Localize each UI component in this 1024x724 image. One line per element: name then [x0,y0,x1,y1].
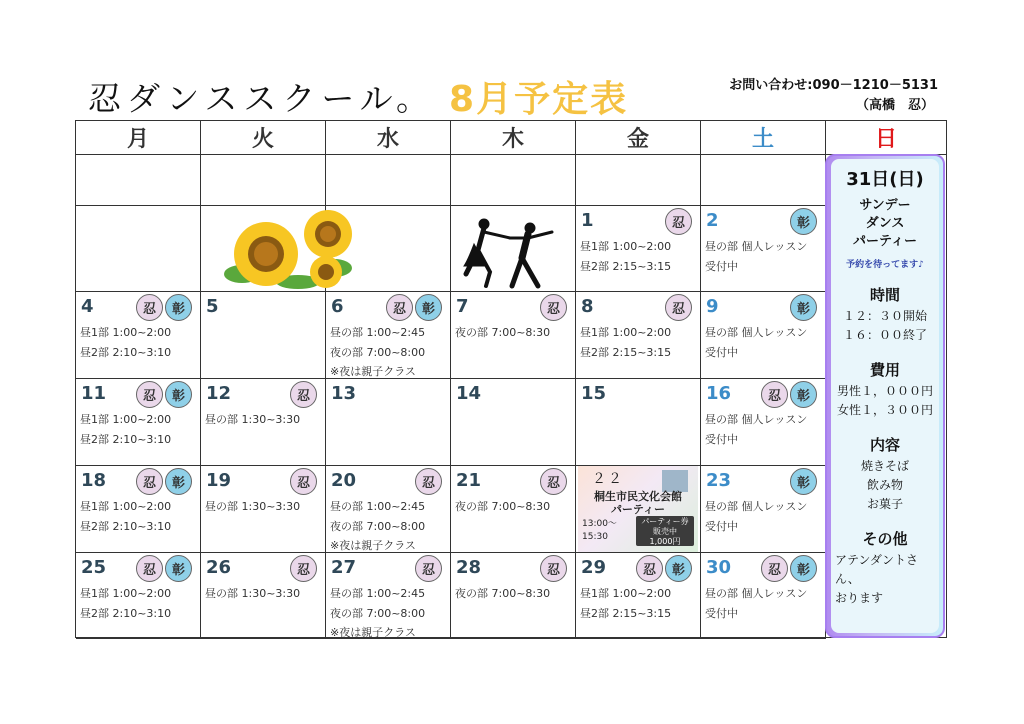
lesson-line: 昼1部 1:00~2:00 [580,240,672,253]
day-cell [76,292,201,379]
day-number: 28 [456,557,482,578]
calendar-cell [451,155,576,206]
other-details [831,551,939,608]
day-number: 1 [581,210,594,231]
dancing-couple-silhouette [460,214,560,290]
lesson-line: 昼の部 個人レッスン [705,240,808,253]
day-cell [76,553,201,639]
instructor-badges [136,468,192,495]
contact-name: （高橋 忍） [855,98,934,113]
lesson-schedule [705,323,807,362]
time-end: １６：００終了 [842,328,927,342]
lesson-line: 昼の部 1:30~3:30 [205,587,301,600]
party-note: 予約を待ってます♪ [846,260,924,270]
instructor-nin-badge: 忍 [415,555,442,582]
content-details [831,457,939,514]
weekday-header: 火 [201,121,326,155]
instructor-badges [540,555,567,582]
instructor-badges [290,381,317,408]
weekday-header: 木 [451,121,576,155]
day-cell [576,206,701,292]
day-number: 18 [81,470,107,491]
day-cell [576,553,701,639]
sunday-party-panel [825,154,945,638]
lesson-line: 昼2部 2:10~3:10 [80,345,172,359]
lesson-line: 昼2部 2:15~3:15 [580,345,672,359]
lesson-line: 夜の部 7:00~8:30 [455,326,551,339]
calendar-cell [701,155,826,206]
lesson-line: 昼1部 1:00~2:00 [80,587,172,600]
lesson-line: 昼1部 1:00~2:00 [580,326,672,339]
instructor-nin-badge: 忍 [665,294,692,321]
party-title-line3: パーティー [853,234,917,249]
instructor-badges [136,381,192,408]
instructor-badges [540,294,567,321]
lesson-line: 昼の部 個人レッスン [705,587,808,600]
party-event-card [578,466,698,552]
lesson-schedule [455,584,550,604]
instructor-badges [290,468,317,495]
day-cell [701,466,826,553]
instructor-nin-badge: 忍 [415,468,442,495]
instructor-nin-badge: 忍 [540,294,567,321]
lesson-line: ※夜は親子クラス [330,365,416,378]
day-cell [76,379,201,466]
page-title [88,72,628,120]
event-time [582,518,617,544]
instructor-badges [415,468,442,495]
calendar-cell [201,155,326,206]
instructor-ei-badge: 彰 [790,208,817,235]
lesson-line: 夜の部 7:00~8:00 [330,519,426,533]
lesson-line: 昼1部 1:00~2:00 [80,500,172,513]
day-number: 20 [331,470,357,491]
lesson-schedule [205,497,300,517]
lesson-schedule [80,584,171,623]
instructor-ei-badge: 彰 [415,294,442,321]
party-date: 31日(日) [846,169,924,190]
lesson-line: 昼1部 1:00~2:00 [580,587,672,600]
other-line: アテンダントさん、 [835,553,919,586]
instructor-ei-badge: 彰 [165,555,192,582]
day-cell [201,553,326,639]
day-cell [701,292,826,379]
other-heading: その他 [862,530,908,548]
lesson-line: 昼の部 1:30~3:30 [205,500,301,513]
time-details [831,307,939,345]
lesson-line: 受付中 [705,606,738,620]
lesson-line: ※夜は親子クラス [330,626,416,639]
lesson-schedule [705,497,807,536]
lesson-schedule [330,497,425,556]
instructor-badges [136,555,192,582]
ticket-label: パーティー券 [641,517,689,526]
day-cell [201,292,326,379]
lesson-schedule [455,497,550,517]
time-start: １２：３０開始 [842,309,927,323]
time-heading: 時間 [869,286,900,304]
lesson-schedule [705,410,807,449]
lesson-line: 昼2部 2:10~3:10 [80,606,172,620]
calendar-cell [76,206,201,292]
party-title-line1: サンデー [859,198,911,213]
day-cell [201,466,326,553]
instructor-nin-badge: 忍 [761,555,788,582]
lesson-line: 昼2部 2:15~3:15 [580,606,672,620]
instructor-nin-badge: 忍 [761,381,788,408]
lesson-schedule [580,237,671,276]
lesson-line: 受付中 [705,345,738,359]
event-time-end: 15:30 [582,532,608,542]
instructor-ei-badge: 彰 [790,294,817,321]
instructor-nin-badge: 忍 [136,381,163,408]
lesson-line: 昼1部 1:00~2:00 [80,326,172,339]
day-number: 26 [206,557,232,578]
lesson-line: 昼の部 1:30~3:30 [205,413,301,426]
lesson-line: 受付中 [705,432,738,446]
lesson-line: 昼2部 2:10~3:10 [80,432,172,446]
weekday-header: 月 [76,121,201,155]
weekday-header: 金 [576,121,701,155]
instructor-badges [790,208,817,235]
day-cell [701,206,826,292]
day-number: 13 [331,383,357,404]
lesson-schedule [80,410,171,449]
day-number: 21 [456,470,482,491]
fee-male: 男性１，０００円 [836,384,933,398]
instructor-nin-badge: 忍 [540,468,567,495]
instructor-nin-badge: 忍 [290,381,317,408]
content-item: 焼きそば [860,459,909,473]
instructor-nin-badge: 忍 [136,468,163,495]
instructor-badges [540,468,567,495]
day-number: 6 [331,296,344,317]
instructor-nin-badge: 忍 [540,555,567,582]
lesson-line: 昼の部 個人レッスン [705,500,808,513]
day-number: 19 [206,470,232,491]
sunflower-illustration [218,208,358,290]
day-cell [576,292,701,379]
event-time-start: 13:00～ [582,519,617,529]
day-number: 30 [706,557,732,578]
event-title [584,490,692,516]
content-item: 飲み物 [866,478,903,492]
day-number: 8 [581,296,594,317]
instructor-badges [415,555,442,582]
lesson-line: 昼の部 1:00~2:45 [330,500,426,513]
instructor-ei-badge: 彰 [790,381,817,408]
lesson-schedule [580,584,671,623]
lesson-schedule [80,323,171,362]
instructor-badges [790,294,817,321]
hall-building-image [662,470,688,492]
weekday-header: 日 [826,121,946,155]
event-name: パーティー [610,503,666,516]
party-title-line2: ダンス [865,216,905,231]
day-cell [451,379,576,466]
day-cell [76,466,201,553]
lesson-line: 昼の部 個人レッスン [705,326,808,339]
day-number: 7 [456,296,469,317]
lesson-schedule [80,497,171,536]
lesson-schedule [705,237,807,276]
month-title: 8月予定表 [449,78,629,120]
day-number: 15 [581,383,607,404]
lesson-line: 夜の部 7:00~8:30 [455,587,551,600]
instructor-badges [665,294,692,321]
lesson-line: 昼の部 1:00~2:45 [330,326,426,339]
day-cell [701,553,826,639]
contact-phone: お問い合わせ:090－1210－5131 [729,78,938,93]
lesson-line: ※夜は親子クラス [330,539,416,552]
lesson-line: 夜の部 7:00~8:30 [455,500,551,513]
instructor-ei-badge: 彰 [790,555,817,582]
lesson-schedule [580,323,671,362]
instructor-ei-badge: 彰 [665,555,692,582]
day-cell [451,466,576,553]
day-number: 5 [206,296,219,317]
instructor-badges [136,294,192,321]
day-number: 25 [81,557,107,578]
event-date: ２２ [592,471,624,487]
day-cell [326,379,451,466]
day-number: 29 [581,557,607,578]
day-number: 2 [706,210,719,231]
instructor-badges [761,381,817,408]
instructor-badges [790,468,817,495]
content-heading: 内容 [869,436,900,454]
instructor-badges [636,555,692,582]
instructor-ei-badge: 彰 [790,468,817,495]
event-venue: 桐生市民文化会館 [594,490,682,503]
ticket-price: 1,000円 [649,537,681,546]
day-number: 14 [456,383,482,404]
day-cell [326,292,451,379]
lesson-line: 受付中 [705,519,738,533]
instructor-badges [665,208,692,235]
lesson-line: 受付中 [705,259,738,273]
calendar-cell [76,155,201,206]
fee-heading: 費用 [869,361,900,379]
lesson-line: 昼の部 個人レッスン [705,413,808,426]
lesson-line: 夜の部 7:00~8:00 [330,345,426,359]
fee-female: 女性１，３００円 [836,403,933,417]
content-item: お菓子 [866,497,903,511]
calendar-grid [75,120,947,638]
contact-info [668,76,938,116]
calendar-cell [326,155,451,206]
sunday-panel-content [831,159,939,633]
instructor-ei-badge: 彰 [165,294,192,321]
instructor-nin-badge: 忍 [386,294,413,321]
lesson-schedule [330,323,425,382]
day-cell [701,379,826,466]
instructor-nin-badge: 忍 [636,555,663,582]
lesson-line: 昼2部 2:15~3:15 [580,259,672,273]
weekday-header: 土 [701,121,826,155]
day-cell [326,466,451,553]
lesson-schedule [330,584,425,643]
day-cell [201,379,326,466]
day-number: 23 [706,470,732,491]
day-cell [451,292,576,379]
instructor-ei-badge: 彰 [165,468,192,495]
lesson-schedule [205,410,300,430]
instructor-nin-badge: 忍 [290,555,317,582]
day-number: 12 [206,383,232,404]
day-cell [326,553,451,639]
weekday-header: 水 [326,121,451,155]
instructor-badges [386,294,442,321]
day-cell [576,379,701,466]
day-number: 11 [81,383,107,404]
lesson-line: 夜の部 7:00~8:00 [330,606,426,620]
day-cell [451,553,576,639]
lesson-schedule [205,584,300,604]
lesson-schedule [455,323,550,343]
instructor-ei-badge: 彰 [165,381,192,408]
lesson-line: 昼1部 1:00~2:00 [80,413,172,426]
day-number: 27 [331,557,357,578]
instructor-nin-badge: 忍 [136,555,163,582]
instructor-nin-badge: 忍 [290,468,317,495]
instructor-badges [290,555,317,582]
day-number: 9 [706,296,719,317]
lesson-line: 昼の部 1:00~2:45 [330,587,426,600]
party-title [831,197,939,251]
school-name: 忍ダンススクール。 [88,78,436,118]
instructor-nin-badge: 忍 [665,208,692,235]
lesson-line: 昼2部 2:10~3:10 [80,519,172,533]
other-line: おります [835,591,884,605]
fee-details [831,382,939,420]
calendar-cell [576,155,701,206]
ticket-sale-box [636,516,694,546]
instructor-nin-badge: 忍 [136,294,163,321]
day-number: 4 [81,296,94,317]
instructor-badges [761,555,817,582]
ticket-status: 販売中 [653,527,677,536]
lesson-schedule [705,584,807,623]
day-number: 16 [706,383,732,404]
